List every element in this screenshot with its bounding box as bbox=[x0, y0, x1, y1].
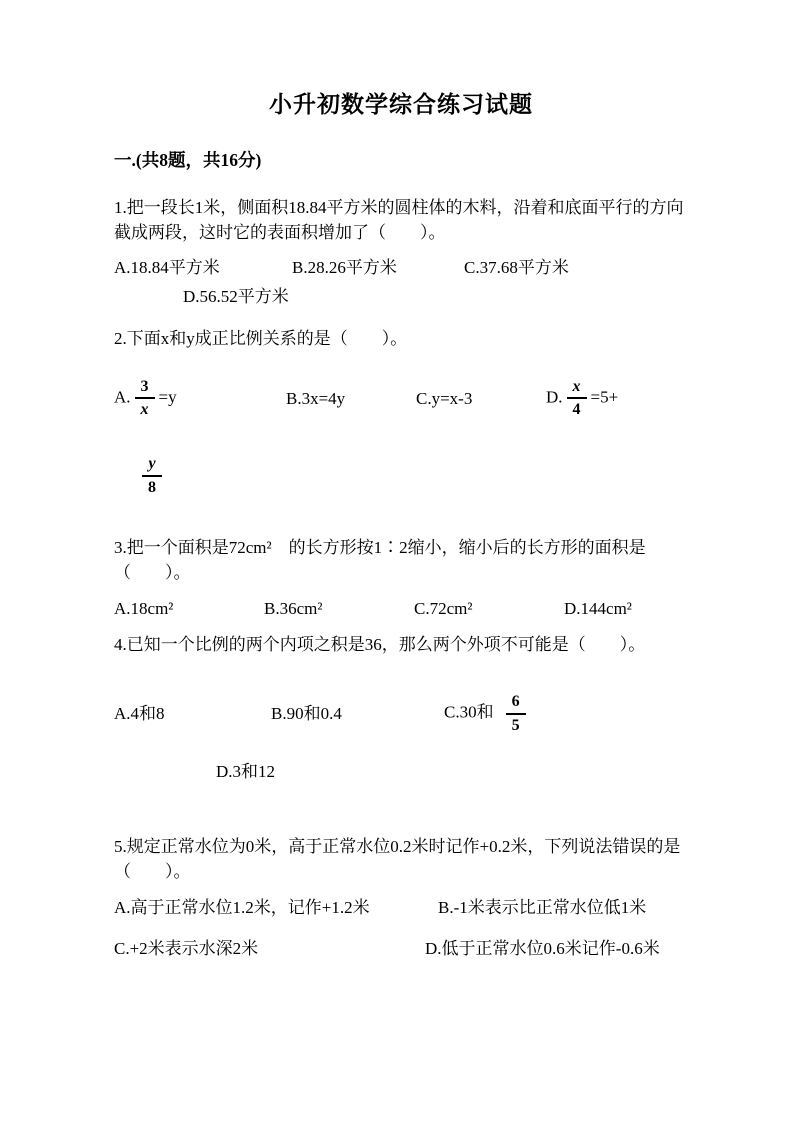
question-2-stem: 2.下面x和y成正比例关系的是（ ）。 bbox=[114, 329, 408, 349]
question-4-option-a: A.4和8 bbox=[114, 703, 165, 723]
question-1-option-c: C.37.68平方米 bbox=[464, 258, 569, 278]
fraction-3-over-x: $\frac{3}{x}$ bbox=[135, 378, 155, 419]
question-3-option-c: C.72cm² bbox=[414, 598, 473, 618]
question-5-stem: 5.规定正常水位为0米，高于正常水位0.2米时记作+0.2米，下列说法错误的是（ ）。 bbox=[114, 837, 681, 881]
question-4-option-d: D.3和12 bbox=[216, 761, 276, 781]
question-2-option-b: B.3x=4y bbox=[286, 388, 346, 408]
page-title: 小升初数学综合练习试题 bbox=[269, 92, 533, 117]
question-3-stem: 3.把一个面积是72cm² 的长方形按1∶2缩小，缩小后的长方形的面积是（ ）。 bbox=[114, 538, 646, 582]
question-4-option-c bbox=[444, 693, 530, 734]
option-d-label: D. bbox=[546, 387, 563, 407]
question-4 bbox=[114, 633, 688, 784]
question-2-option-c: C.y=x-3 bbox=[416, 388, 473, 408]
question-3-option-d: D.144cm² bbox=[564, 598, 632, 618]
question-1-option-d: D.56.52平方米 bbox=[183, 287, 289, 307]
question-1-option-d-row bbox=[114, 284, 688, 309]
fraction-6-over-5: $\frac{6}{5}$ bbox=[506, 693, 526, 734]
question-2 bbox=[114, 327, 688, 496]
question-2-options bbox=[114, 378, 688, 419]
question-5-option-c: C.+2米表示水深2米 bbox=[114, 938, 259, 958]
question-1-option-b: B.28.26平方米 bbox=[292, 258, 397, 278]
question-4-options bbox=[114, 693, 688, 734]
question-4-option-b: B.90和0.4 bbox=[271, 703, 342, 723]
question-4-stem: 4.已知一个比例的两个内项之积是36，那么两个外项不可能是（ ）。 bbox=[114, 634, 646, 654]
question-5-option-a: A.高于正常水位1.2米，记作+1.2米 bbox=[114, 897, 370, 917]
question-3-option-a: A.18cm² bbox=[114, 598, 174, 618]
question-5-options-row-1 bbox=[114, 895, 688, 920]
section-header: 一.(共8题，共16分) bbox=[114, 150, 262, 170]
question-5-option-d: D.低于正常水位0.6米记作-0.6米 bbox=[425, 938, 660, 958]
question-4-option-d-row bbox=[114, 758, 688, 783]
fraction-y-over-8: $\frac{y}{8}$ bbox=[142, 455, 162, 496]
question-1-options bbox=[114, 255, 688, 280]
question-5-options-row-2 bbox=[114, 936, 688, 961]
question-3 bbox=[114, 536, 688, 620]
question-3-option-b: B.36cm² bbox=[264, 598, 323, 618]
question-1-option-a: A.18.84平方米 bbox=[114, 258, 220, 278]
question-5-option-b: B.-1米表示比正常水位低1米 bbox=[438, 897, 647, 917]
option-d-suffix: =5+ bbox=[590, 387, 619, 407]
option-a-suffix: =y bbox=[158, 387, 177, 407]
question-3-options bbox=[114, 596, 688, 621]
question-1-stem: 1.把一段长1米，侧面积18.84平方米的圆柱体的木料，沿着和底面平行的方向截成两段，这时它的表面积增加了（ ）。 bbox=[114, 198, 684, 242]
question-2-option-a bbox=[114, 378, 286, 419]
fraction-x-over-4: $\frac{x}{4}$ bbox=[567, 378, 587, 419]
question-5 bbox=[114, 835, 688, 960]
option-a-label: A. bbox=[114, 387, 131, 407]
question-1 bbox=[114, 196, 688, 309]
option-c-prefix: C.30和 bbox=[444, 702, 494, 722]
question-2-option-d bbox=[546, 378, 618, 419]
question-2-option-d-continuation bbox=[114, 455, 688, 496]
